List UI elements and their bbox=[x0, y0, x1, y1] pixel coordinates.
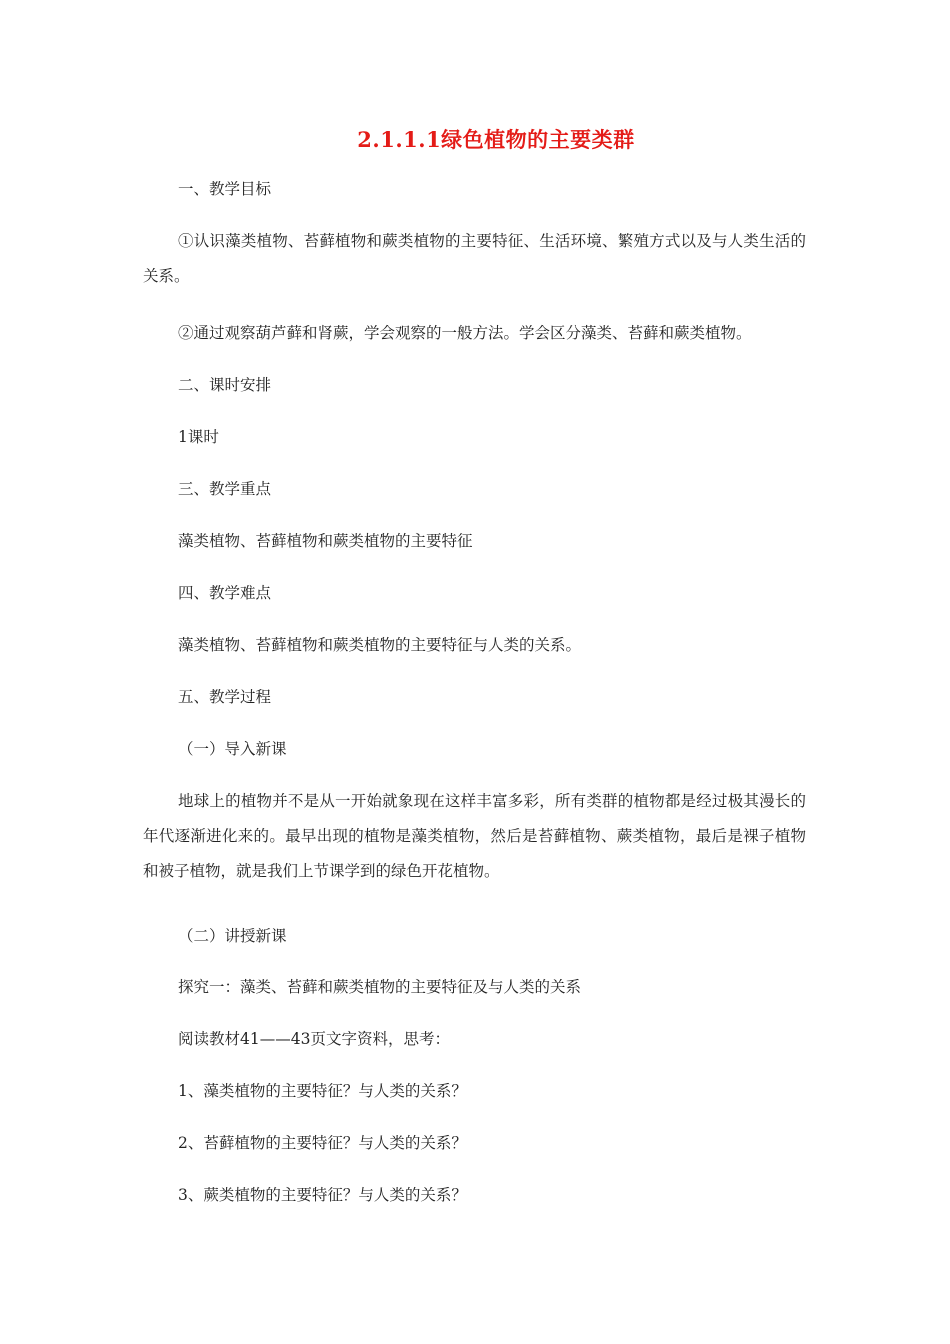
section-heading-process: 五、教学过程 bbox=[178, 688, 272, 706]
question-3: 3、蕨类植物的主要特征？与人类的关系？ bbox=[178, 1186, 467, 1204]
key-points-text: 藻类植物、苔藓植物和蕨类植物的主要特征 bbox=[178, 532, 473, 550]
section-heading-schedule: 二、课时安排 bbox=[178, 376, 272, 394]
difficulties-text: 藻类植物、苔藓植物和蕨类植物的主要特征与人类的关系。 bbox=[178, 636, 582, 654]
objective-item-1: ①认识藻类植物、苔藓植物和蕨类植物的主要特征、生活环境、繁殖方式以及与人类生活的关系。 bbox=[143, 232, 806, 285]
section-heading-objectives: 一、教学目标 bbox=[178, 180, 272, 198]
intro-paragraph: 地球上的植物并不是从一开始就象现在这样丰富多彩，所有类群的植物都是经过极其漫长的年代逐渐进化来的。最早出现的植物是藻类植物，然后是苔藓植物、蕨类植物，最后是裸子植物和被子植物，就是我们上节课学到的绿色开花植物。 bbox=[143, 792, 806, 880]
question-1: 1、藻类植物的主要特征？与人类的关系？ bbox=[178, 1082, 467, 1100]
subsection-heading-intro: （一）导入新课 bbox=[178, 740, 287, 758]
section-heading-key-points: 三、教学重点 bbox=[178, 480, 272, 498]
subsection-heading-new-lesson: （二）讲授新课 bbox=[178, 927, 287, 945]
question-2: 2、苔藓植物的主要特征？与人类的关系？ bbox=[178, 1134, 467, 1152]
reading-instruction: 阅读教材41——43页文字资料，思考： bbox=[178, 1030, 450, 1048]
document-title: 2.1.1.1绿色植物的主要类群 bbox=[357, 127, 635, 152]
explore-1-heading: 探究一：藻类、苔藓和蕨类植物的主要特征及与人类的关系 bbox=[178, 978, 582, 996]
section-heading-difficulties: 四、教学难点 bbox=[178, 584, 272, 602]
objective-item-2: ②通过观察葫芦藓和肾蕨，学会观察的一般方法。学会区分藻类、苔藓和蕨类植物。 bbox=[178, 324, 752, 342]
schedule-text: 1课时 bbox=[178, 428, 219, 446]
